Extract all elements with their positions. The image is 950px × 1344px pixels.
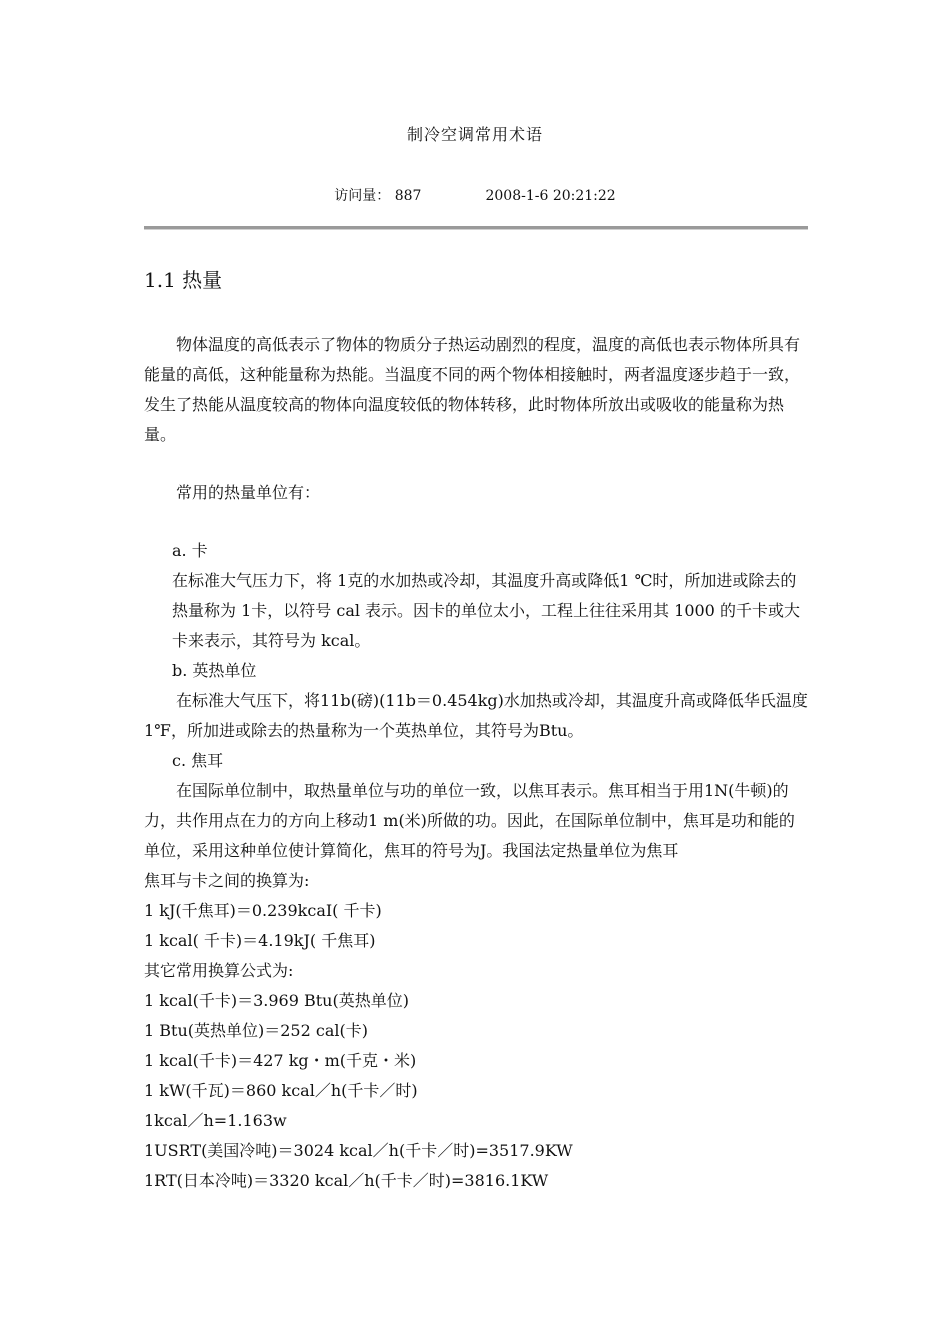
unit-a-label: a. 卡 — [172, 541, 208, 560]
other-conversion-line: 1 kW(千瓦)＝860 kcal／h(千卡／时) — [144, 1081, 418, 1100]
visits-count: 887 — [394, 188, 422, 204]
unit-b-text: 在标准大气压下，将11b(磅)(11b＝0.454kg)水加热或冷却，其温度升高或降低华氏温度 1℉，所加进或除去的热量称为一个英热单位，其符号为Btu。 — [144, 691, 808, 740]
other-conversions-intro: 其它常用换算公式为: — [144, 961, 294, 980]
other-conversion-line: 1USRT(美国冷吨)＝3024 kcal／h(千卡／时)=3517.9KW — [144, 1141, 573, 1160]
unit-c-text: 在国际单位制中，取热量单位与功的单位一致，以焦耳表示。焦耳相当于用1N(牛顿)的力，共作用点在力的方向上移动1 m(米)所做的功。因此，在国际单位制中，焦耳是功和能的单位，采用这种单位使计算简化，焦耳的符号为J。我国法定热量单位为焦耳 — [144, 781, 795, 860]
conversion-line: 1 kJ(千焦耳)＝0.239kcaI( 千卡) — [144, 901, 382, 920]
other-conversion-line: 1kcal／h=1.163w — [144, 1111, 287, 1130]
other-conversion-line: 1 kcal(千卡)＝427 kg・m(千克・米) — [144, 1051, 417, 1070]
unit-c-label: c. 焦耳 — [172, 751, 224, 770]
other-conversion-line: 1 kcal(千卡)＝3.969 Btu(英热单位) — [144, 991, 409, 1010]
header-divider — [144, 226, 808, 230]
intro-paragraph: 物体温度的高低表示了物体的物质分子热运动剧烈的程度，温度的高低也表示物体所具有能量的高低，这种能量称为热能。当温度不同的两个物体相接触时，两者温度逐步趋于一致，发生了热能从温度较高的物体向温度较低的物体转移，此时物体所放出或吸收的能量称为热量。 — [144, 335, 801, 444]
conversion-line: 1 kcal( 千卡)＝4.19kJ( 千焦耳) — [144, 931, 376, 950]
section-heading: 1.1 热量 — [144, 268, 223, 292]
unit-a-text: 在标准大气压力下，将 1克的水加热或冷却，其温度升高或降低1 ℃时，所加进或除去的热量称为 1卡，以符号 cal 表示。因卡的单位太小，工程上往往采用其 1000 的千卡或大卡来表示，其符号为 kcal。 — [172, 571, 800, 650]
document-meta — [0, 185, 950, 205]
document-title: 制冷空调常用术语 — [406, 125, 543, 144]
publish-datetime: 2008-1-6 20:21:22 — [485, 188, 616, 204]
document-body — [144, 330, 810, 1196]
unit-b-label: b. 英热单位 — [172, 661, 257, 680]
units-intro: 常用的热量单位有： — [176, 483, 321, 502]
other-conversion-line: 1RT(日本冷吨)＝3320 kcal／h(千卡／时)=3816.1KW — [144, 1171, 549, 1190]
conversion-intro: 焦耳与卡之间的换算为: — [144, 871, 310, 890]
other-conversion-line: 1 Btu(英热单位)＝252 cal(卡) — [144, 1021, 368, 1040]
visits-label: 访问量： — [334, 188, 391, 204]
